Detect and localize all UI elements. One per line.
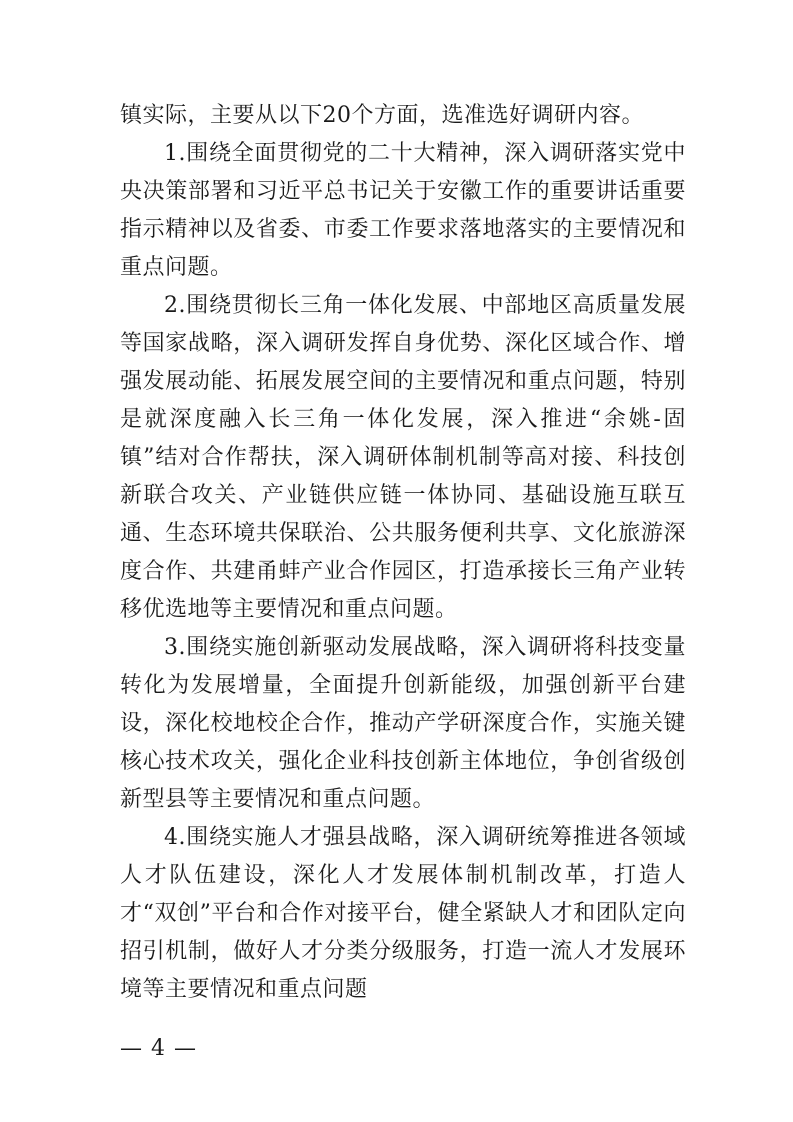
paragraph-intro: 镇实际，主要从以下20个方面，选准选好调研内容。	[120, 103, 644, 128]
paragraph-item-4: 4.围绕实施人才强县战略，深入调研统筹推进各领域人才队伍建设，深化人才发展体制机制改革，打造人才“双创”平台和合作对接平台，健全紧缺人才和团队定向招引机制，做好人才分类分级服务，打造一流人才发展环境等主要情况和重点问题	[120, 825, 686, 1002]
paragraph-item-2: 2.围绕贯彻长三角一体化发展、中部地区高质量发展等国家战略，深入调研发挥自身优势、深化区域合作、增强发展动能、拓展发展空间的主要情况和重点问题，特别是就深度融入长三角一体化发展，深入推进“余姚-固镇”结对合作帮扶，深入调研体制机制等高对接、科技创新联合攻关、产业链供应链一体协同、基础设施互联互通、生态环境共保联治、公共服务便利共享、文化旅游深度合作、共建甬蚌产业合作园区，打造承接长三角产业转移优选地等主要情况和重点问题。	[120, 293, 686, 622]
paragraph-item-1: 1.围绕全面贯彻党的二十大精神，深入调研落实党中央决策部署和习近平总书记关于安徽工作的重要讲话重要指示精神以及省委、市委工作要求落地落实的主要情况和重点问题。	[120, 141, 686, 280]
page-number: — 4 —	[120, 1036, 197, 1061]
paragraph-item-3: 3.围绕实施创新驱动发展战略，深入调研将科技变量转化为发展增量，全面提升创新能级，加强创新平台建设，深化校地校企合作，推动产学研深度合作，实施关键核心技术攻关，强化企业科技创新主体地位，争创省级创新型县等主要情况和重点问题。	[120, 635, 686, 812]
document-body	[120, 97, 686, 1009]
